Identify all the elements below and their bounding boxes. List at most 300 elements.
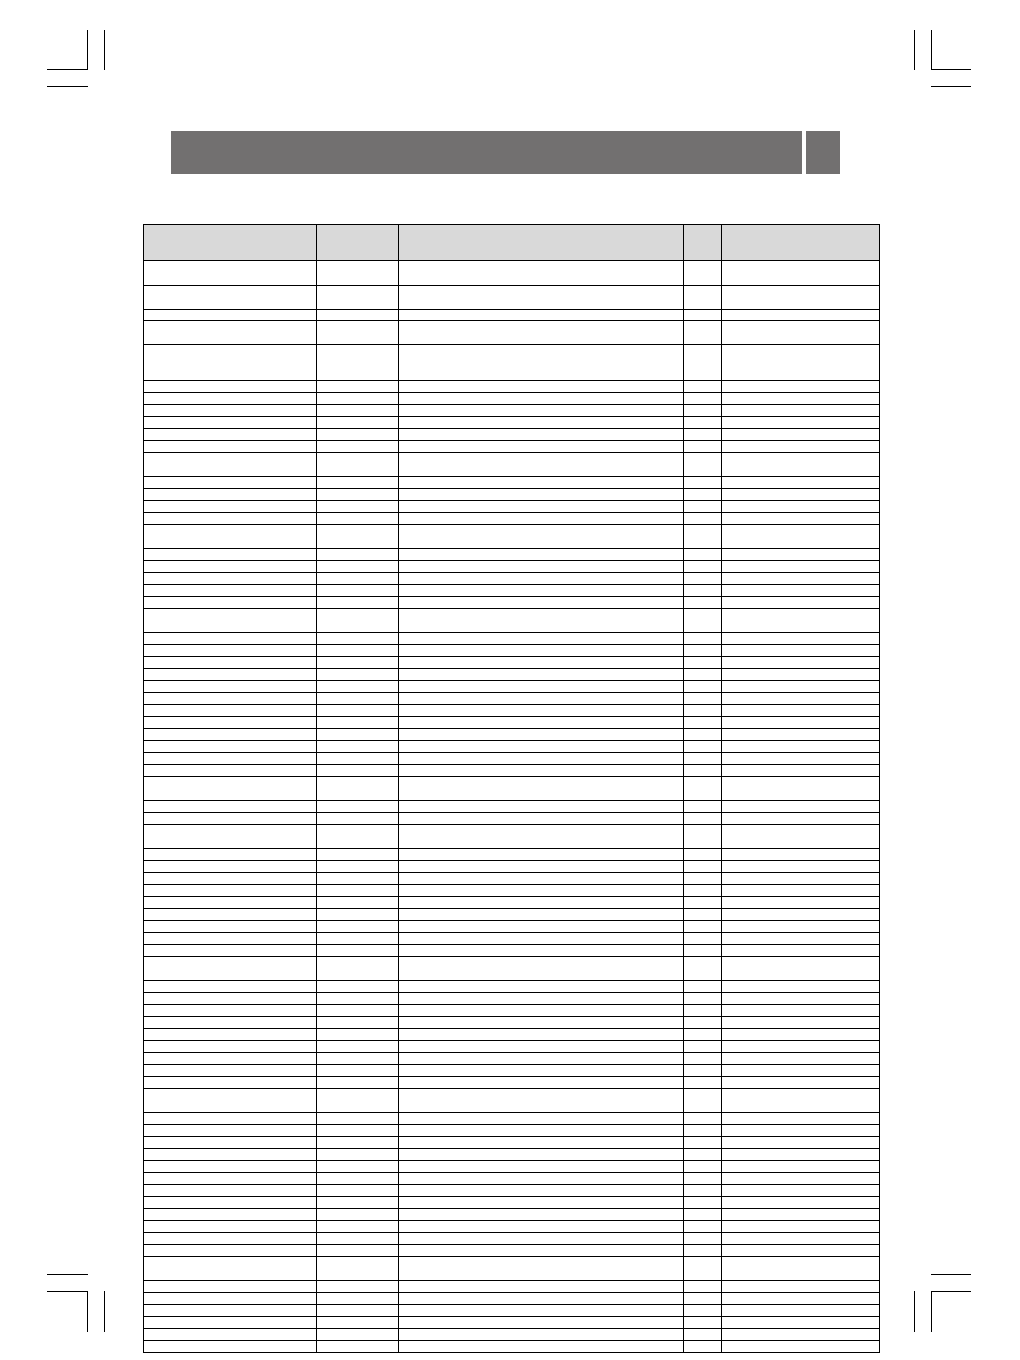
table-cell	[317, 1137, 399, 1149]
table-cell	[144, 705, 317, 717]
table-cell	[144, 1089, 317, 1113]
table-cell	[722, 765, 880, 777]
table-cell	[144, 609, 317, 633]
table-row	[144, 693, 880, 705]
table-row	[144, 753, 880, 765]
table-cell	[144, 933, 317, 945]
table-header-cell	[684, 225, 722, 261]
table-cell	[722, 393, 880, 405]
header-bar	[171, 131, 802, 174]
table-cell	[399, 945, 684, 957]
table-cell	[722, 286, 880, 310]
table-cell	[317, 657, 399, 669]
table-row	[144, 609, 880, 633]
table-cell	[144, 633, 317, 645]
table-cell	[722, 873, 880, 885]
table-cell	[317, 1029, 399, 1041]
table-cell	[722, 381, 880, 393]
table-row	[144, 873, 880, 885]
table-cell	[317, 597, 399, 609]
table-row	[144, 921, 880, 933]
table-cell	[399, 1281, 684, 1293]
table-row	[144, 1077, 880, 1089]
table-row	[144, 1317, 880, 1329]
table-cell	[144, 885, 317, 897]
table-cell	[399, 321, 684, 345]
table-cell	[144, 645, 317, 657]
table-cell	[684, 849, 722, 861]
table-row	[144, 453, 880, 477]
table-cell	[317, 1317, 399, 1329]
table-row	[144, 729, 880, 741]
table-cell	[317, 933, 399, 945]
table-cell	[144, 1341, 317, 1353]
table-cell	[399, 1293, 684, 1305]
table-cell	[722, 1113, 880, 1125]
table-cell	[144, 945, 317, 957]
table-cell	[399, 525, 684, 549]
table-cell	[317, 669, 399, 681]
table-cell	[399, 981, 684, 993]
table-cell	[684, 1341, 722, 1353]
table-cell	[684, 585, 722, 597]
table-cell	[722, 1197, 880, 1209]
table-row	[144, 993, 880, 1005]
table-row	[144, 1149, 880, 1161]
table-cell	[722, 405, 880, 417]
crop-mark-top-left-h2	[47, 86, 88, 87]
table-cell	[317, 993, 399, 1005]
table-cell	[317, 525, 399, 549]
table-cell	[722, 633, 880, 645]
table-cell	[317, 765, 399, 777]
table-cell	[684, 717, 722, 729]
crop-mark-bottom-right-h	[931, 1274, 971, 1275]
table-cell	[144, 405, 317, 417]
table-row	[144, 1341, 880, 1353]
table-row	[144, 1005, 880, 1017]
table-cell	[722, 957, 880, 981]
table-cell	[722, 981, 880, 993]
table-cell	[399, 1029, 684, 1041]
table-cell	[144, 489, 317, 501]
table-cell	[317, 885, 399, 897]
table-cell	[144, 501, 317, 513]
table-cell	[722, 669, 880, 681]
table-cell	[144, 1197, 317, 1209]
table-cell	[684, 609, 722, 633]
table-cell	[399, 1053, 684, 1065]
table-cell	[317, 393, 399, 405]
table-row	[144, 1293, 880, 1305]
crop-mark-top-left-v	[87, 30, 88, 70]
table-cell	[722, 597, 880, 609]
table-cell	[722, 1161, 880, 1173]
table-row	[144, 1173, 880, 1185]
table-cell	[317, 1149, 399, 1161]
table-cell	[317, 405, 399, 417]
table-cell	[317, 897, 399, 909]
table-cell	[144, 310, 317, 321]
table-row	[144, 1029, 880, 1041]
table-cell	[399, 657, 684, 669]
table-cell	[722, 777, 880, 801]
table-cell	[722, 1221, 880, 1233]
table-row	[144, 1125, 880, 1137]
table-cell	[144, 873, 317, 885]
table-cell	[684, 1281, 722, 1293]
table-cell	[399, 549, 684, 561]
table-cell	[399, 1137, 684, 1149]
table-cell	[144, 381, 317, 393]
table-cell	[684, 321, 722, 345]
table-cell	[144, 693, 317, 705]
table-cell	[144, 513, 317, 525]
table-cell	[722, 1137, 880, 1149]
table-row	[144, 669, 880, 681]
table-row	[144, 501, 880, 513]
table-row	[144, 561, 880, 573]
table-cell	[317, 261, 399, 286]
table-cell	[399, 501, 684, 513]
crop-mark-top-right-v2	[931, 30, 932, 70]
table-cell	[399, 1317, 684, 1329]
table-cell	[399, 597, 684, 609]
table-cell	[684, 1233, 722, 1245]
table-cell	[684, 261, 722, 286]
table-row	[144, 741, 880, 753]
table-cell	[399, 873, 684, 885]
table-cell	[684, 741, 722, 753]
table-row	[144, 981, 880, 993]
table-cell	[684, 1005, 722, 1017]
table-cell	[722, 310, 880, 321]
table-cell	[317, 585, 399, 597]
table-cell	[399, 1305, 684, 1317]
table-row	[144, 1245, 880, 1257]
table-cell	[399, 477, 684, 489]
table-cell	[399, 633, 684, 645]
table-cell	[722, 513, 880, 525]
table-cell	[144, 549, 317, 561]
table-cell	[317, 345, 399, 381]
table-cell	[684, 921, 722, 933]
table-cell	[317, 489, 399, 501]
table-row	[144, 597, 880, 609]
table-cell	[399, 1173, 684, 1185]
table-cell	[399, 849, 684, 861]
table-cell	[684, 1017, 722, 1029]
table-cell	[399, 765, 684, 777]
table-cell	[399, 441, 684, 453]
table-cell	[684, 549, 722, 561]
crop-mark-bottom-left-v	[87, 1291, 88, 1332]
table-cell	[317, 957, 399, 981]
table-cell	[684, 693, 722, 705]
table-cell	[722, 729, 880, 741]
header-tab	[806, 131, 840, 174]
table-row	[144, 381, 880, 393]
table-cell	[684, 345, 722, 381]
table-cell	[399, 345, 684, 381]
table-cell	[722, 645, 880, 657]
table-row	[144, 393, 880, 405]
table-row	[144, 801, 880, 813]
table-cell	[684, 1197, 722, 1209]
table-cell	[317, 609, 399, 633]
table-cell	[684, 1185, 722, 1197]
table-cell	[684, 1221, 722, 1233]
table-row	[144, 777, 880, 801]
table-cell	[317, 1041, 399, 1053]
table-cell	[144, 1053, 317, 1065]
table-cell	[722, 501, 880, 513]
table-row	[144, 489, 880, 501]
table-cell	[144, 765, 317, 777]
table-cell	[722, 657, 880, 669]
table-cell	[722, 1317, 880, 1329]
table-cell	[399, 753, 684, 765]
table-cell	[399, 1233, 684, 1245]
table-cell	[399, 1161, 684, 1173]
table-grid	[143, 224, 880, 1353]
table-cell	[317, 921, 399, 933]
table-cell	[684, 310, 722, 321]
table-cell	[144, 1017, 317, 1029]
table-cell	[722, 1029, 880, 1041]
table-cell	[317, 693, 399, 705]
table-cell	[399, 957, 684, 981]
table-cell	[722, 453, 880, 477]
table-cell	[684, 286, 722, 310]
table-cell	[399, 429, 684, 441]
table-cell	[144, 1317, 317, 1329]
table-cell	[722, 717, 880, 729]
table-cell	[317, 981, 399, 993]
table-cell	[722, 261, 880, 286]
table-header-cell	[722, 225, 880, 261]
table-cell	[722, 1257, 880, 1281]
table-cell	[144, 1305, 317, 1317]
table-cell	[144, 261, 317, 286]
table-cell	[317, 813, 399, 825]
table-cell	[684, 573, 722, 585]
table-row	[144, 1065, 880, 1077]
table-cell	[144, 1065, 317, 1077]
table-cell	[399, 1113, 684, 1125]
table-cell	[722, 861, 880, 873]
table-cell	[684, 525, 722, 549]
table-cell	[399, 310, 684, 321]
table-cell	[317, 1125, 399, 1137]
table-cell	[722, 813, 880, 825]
table-cell	[144, 1257, 317, 1281]
table-cell	[399, 1149, 684, 1161]
table-cell	[399, 861, 684, 873]
table-cell	[399, 1341, 684, 1353]
table-cell	[317, 849, 399, 861]
table-row	[144, 861, 880, 873]
table-cell	[144, 1293, 317, 1305]
table-row	[144, 1233, 880, 1245]
table-cell	[684, 489, 722, 501]
table-cell	[722, 1293, 880, 1305]
table-cell	[144, 573, 317, 585]
table-cell	[684, 1053, 722, 1065]
table-row	[144, 549, 880, 561]
table-cell	[722, 993, 880, 1005]
table-row	[144, 1113, 880, 1125]
table-cell	[317, 1017, 399, 1029]
table-cell	[317, 573, 399, 585]
table-cell	[399, 1005, 684, 1017]
table-cell	[399, 381, 684, 393]
crop-mark-bottom-right-v	[914, 1291, 915, 1332]
table-cell	[722, 585, 880, 597]
table-cell	[144, 1185, 317, 1197]
table-row	[144, 945, 880, 957]
table-row	[144, 657, 880, 669]
table-cell	[684, 1245, 722, 1257]
table-row	[144, 1041, 880, 1053]
data-table	[143, 224, 879, 1232]
table-cell	[317, 1053, 399, 1065]
table-cell	[144, 1329, 317, 1341]
table-cell	[144, 597, 317, 609]
table-cell	[317, 286, 399, 310]
table-cell	[144, 1005, 317, 1017]
table-cell	[684, 657, 722, 669]
table-cell	[722, 1209, 880, 1221]
table-cell	[684, 873, 722, 885]
table-cell	[317, 873, 399, 885]
table-row	[144, 477, 880, 489]
table-cell	[144, 957, 317, 981]
table-cell	[399, 286, 684, 310]
table-row	[144, 765, 880, 777]
table-cell	[317, 381, 399, 393]
table-cell	[144, 1149, 317, 1161]
table-cell	[722, 753, 880, 765]
table-header-row	[144, 225, 880, 261]
table-cell	[317, 945, 399, 957]
table-cell	[684, 885, 722, 897]
table-row	[144, 573, 880, 585]
table-cell	[722, 741, 880, 753]
table-cell	[144, 669, 317, 681]
table-row	[144, 1257, 880, 1281]
table-cell	[684, 681, 722, 693]
table-cell	[684, 1149, 722, 1161]
table-cell	[399, 585, 684, 597]
table-cell	[317, 1185, 399, 1197]
table-cell	[144, 1125, 317, 1137]
table-cell	[317, 1005, 399, 1017]
table-cell	[144, 909, 317, 921]
table-cell	[317, 453, 399, 477]
table-cell	[722, 1173, 880, 1185]
table-cell	[144, 813, 317, 825]
table-row	[144, 681, 880, 693]
table-cell	[722, 1089, 880, 1113]
table-cell	[399, 717, 684, 729]
table-cell	[684, 513, 722, 525]
table-row	[144, 897, 880, 909]
table-cell	[684, 765, 722, 777]
table-cell	[317, 681, 399, 693]
table-cell	[684, 933, 722, 945]
table-cell	[684, 1125, 722, 1137]
table-row	[144, 813, 880, 825]
table-row	[144, 1185, 880, 1197]
table-cell	[684, 1089, 722, 1113]
table-cell	[317, 1089, 399, 1113]
table-cell	[399, 741, 684, 753]
table-cell	[684, 1209, 722, 1221]
table-cell	[684, 645, 722, 657]
table-cell	[399, 1209, 684, 1221]
table-cell	[684, 981, 722, 993]
table-row	[144, 405, 880, 417]
table-cell	[317, 501, 399, 513]
table-cell	[144, 717, 317, 729]
table-cell	[722, 1065, 880, 1077]
crop-mark-top-right-v	[914, 30, 915, 70]
crop-mark-bottom-right-h2	[931, 1291, 971, 1292]
table-cell	[317, 1305, 399, 1317]
table-cell	[144, 741, 317, 753]
table-cell	[144, 1209, 317, 1221]
crop-mark-top-left-v2	[104, 30, 105, 70]
table-cell	[399, 897, 684, 909]
table-cell	[722, 573, 880, 585]
table-row	[144, 1137, 880, 1149]
table-row	[144, 1305, 880, 1317]
table-cell	[684, 945, 722, 957]
table-cell	[722, 1329, 880, 1341]
table-cell	[144, 801, 317, 813]
table-cell	[317, 1173, 399, 1185]
table-cell	[399, 489, 684, 501]
table-cell	[144, 417, 317, 429]
table-cell	[144, 729, 317, 741]
table-cell	[144, 849, 317, 861]
crop-mark-bottom-left-h	[47, 1274, 88, 1275]
table-row	[144, 1329, 880, 1341]
table-cell	[317, 321, 399, 345]
table-cell	[144, 981, 317, 993]
table-cell	[144, 453, 317, 477]
table-cell	[684, 1065, 722, 1077]
crop-mark-top-right-h	[931, 69, 971, 70]
table-cell	[684, 453, 722, 477]
table-cell	[722, 801, 880, 813]
table-cell	[684, 1317, 722, 1329]
crop-mark-top-right-h2	[931, 86, 971, 87]
table-cell	[684, 501, 722, 513]
table-cell	[144, 585, 317, 597]
crop-mark-bottom-right-v2	[931, 1291, 932, 1332]
table-cell	[399, 1017, 684, 1029]
table-cell	[684, 1137, 722, 1149]
table-cell	[144, 1233, 317, 1245]
table-cell	[684, 1029, 722, 1041]
table-cell	[722, 1053, 880, 1065]
table-cell	[317, 441, 399, 453]
table-row	[144, 957, 880, 981]
table-cell	[317, 645, 399, 657]
table-cell	[144, 477, 317, 489]
